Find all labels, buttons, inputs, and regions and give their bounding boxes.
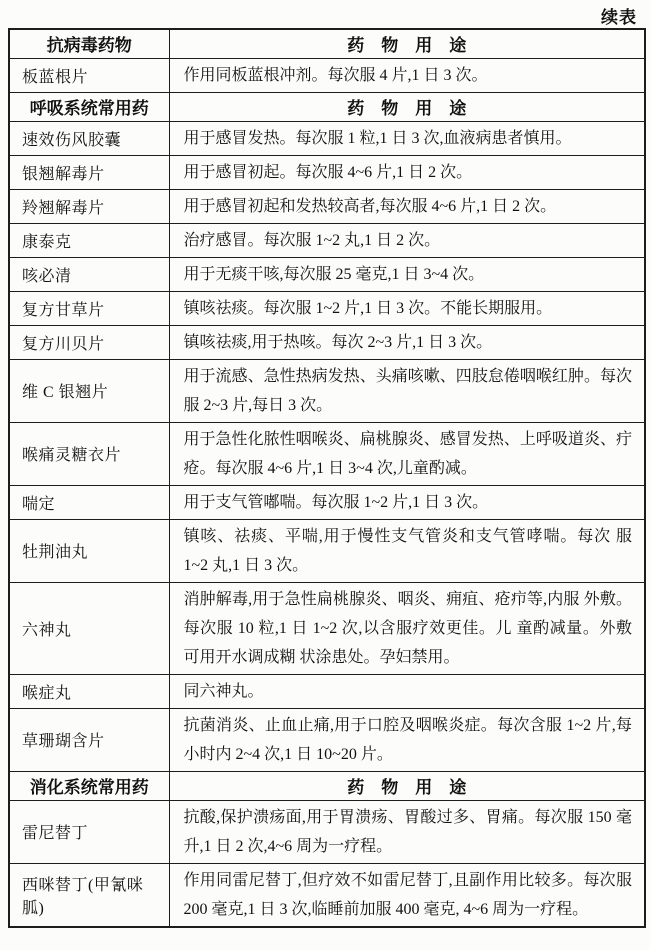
drug-row	[9, 223, 645, 257]
drug-name-cell: 喉痛灵糖衣片	[9, 422, 169, 485]
drug-name-cell: 复方川贝片	[9, 325, 169, 359]
section-header-row	[9, 29, 645, 58]
drug-name-cell: 喘定	[9, 485, 169, 519]
drug-row	[9, 485, 645, 519]
usage-header-cell: 药 物 用 途	[169, 771, 645, 800]
section-title-cell: 抗病毒药物	[9, 29, 169, 58]
drug-name-cell: 喉症丸	[9, 674, 169, 708]
drug-name-cell: 雷尼替丁	[9, 800, 169, 863]
drug-name-cell: 维 C 银翘片	[9, 359, 169, 422]
drug-usage-cell: 用于流感、急性热病发热、头痛咳嗽、四肢怠倦咽喉红肿。每次服 2~3 片,每日 3 次。	[169, 359, 645, 422]
section-title-cell: 消化系统常用药	[9, 771, 169, 800]
drug-usage-cell: 作用同板蓝根冲剂。每次服 4 片,1 日 3 次。	[169, 58, 645, 92]
drug-row	[9, 325, 645, 359]
drug-row	[9, 800, 645, 863]
section-header-row	[9, 771, 645, 800]
drug-usage-cell: 用于急性化脓性咽喉炎、扁桃腺炎、感冒发热、上呼吸道炎、疔疮。每次服 4~6 片,1 日 3~4 次,儿童酌减。	[169, 422, 645, 485]
drug-row	[9, 674, 645, 708]
drug-usage-cell: 同六神丸。	[169, 674, 645, 708]
drug-name-cell: 西咪替丁(甲氰咪胍)	[9, 863, 169, 927]
drug-usage-cell: 用于感冒初起。每次服 4~6 片,1 日 2 次。	[169, 155, 645, 189]
drug-row	[9, 155, 645, 189]
drug-row	[9, 582, 645, 674]
drug-row	[9, 257, 645, 291]
drug-usage-cell: 镇咳、祛痰、平喘,用于慢性支气管炎和支气管哮喘。每次 服 1~2 丸,1 日 3 次。	[169, 519, 645, 582]
drug-row	[9, 422, 645, 485]
drug-usage-cell: 抗菌消炎、止血止痛,用于口腔及咽喉炎症。每次含服 1~2 片,每小时内 2~4 次,1 日 10~20 片。	[169, 708, 645, 771]
drug-row	[9, 359, 645, 422]
drug-row	[9, 189, 645, 223]
drug-row	[9, 519, 645, 582]
continued-table-label: 续表	[601, 8, 637, 27]
drug-usage-cell: 镇咳祛痰,用于热咳。每次 2~3 片,1 日 3 次。	[169, 325, 645, 359]
drug-usage-cell: 治疗感冒。每次服 1~2 丸,1 日 2 次。	[169, 223, 645, 257]
section-header-row	[9, 92, 645, 121]
drug-usage-cell: 抗酸,保护溃疡面,用于胃溃疡、胃酸过多、胃痛。每次服 150 毫升,1 日 2 次,4~6 周为一疗程。	[169, 800, 645, 863]
medication-table-body	[9, 29, 645, 927]
drug-row	[9, 121, 645, 155]
drug-name-cell: 咳必清	[9, 257, 169, 291]
usage-header-cell: 药 物 用 途	[169, 29, 645, 58]
drug-name-cell: 银翘解毒片	[9, 155, 169, 189]
drug-row	[9, 863, 645, 927]
drug-row	[9, 58, 645, 92]
drug-name-cell: 板蓝根片	[9, 58, 169, 92]
drug-name-cell: 草珊瑚含片	[9, 708, 169, 771]
drug-name-cell: 康泰克	[9, 223, 169, 257]
drug-usage-cell: 用于感冒发热。每次服 1 粒,1 日 3 次,血液病患者慎用。	[169, 121, 645, 155]
section-title-cell: 呼吸系统常用药	[9, 92, 169, 121]
drug-usage-cell: 用于支气管嘟喘。每次服 1~2 片,1 日 3 次。	[169, 485, 645, 519]
drug-usage-cell: 用于无痰干咳,每次服 25 毫克,1 日 3~4 次。	[169, 257, 645, 291]
drug-name-cell: 复方甘草片	[9, 291, 169, 325]
drug-usage-cell: 镇咳祛痰。每次服 1~2 片,1 日 3 次。不能长期服用。	[169, 291, 645, 325]
drug-usage-cell: 消肿解毒,用于急性扁桃腺炎、咽炎、痈疽、疮疖等,内服 外敷。每次服 10 粒,1 日 1~2 次,以含服疗效更佳。儿 童酌减量。外敷可用开水调成糊 状涂患处。孕妇禁用。	[169, 582, 645, 674]
drug-row	[9, 291, 645, 325]
drug-usage-cell: 用于感冒初起和发热较高者,每次服 4~6 片,1 日 2 次。	[169, 189, 645, 223]
drug-usage-cell: 作用同雷尼替丁,但疗效不如雷尼替丁,且副作用比较多。每次服 200 毫克,1 日 3 次,临睡前加服 400 毫克, 4~6 周为一疗程。	[169, 863, 645, 927]
drug-name-cell: 羚翘解毒片	[9, 189, 169, 223]
drug-name-cell: 六神丸	[9, 582, 169, 674]
medication-table	[8, 28, 646, 928]
drug-name-cell: 速效伤风胶囊	[9, 121, 169, 155]
drug-name-cell: 牡荆油丸	[9, 519, 169, 582]
drug-row	[9, 708, 645, 771]
usage-header-cell: 药 物 用 途	[169, 92, 645, 121]
